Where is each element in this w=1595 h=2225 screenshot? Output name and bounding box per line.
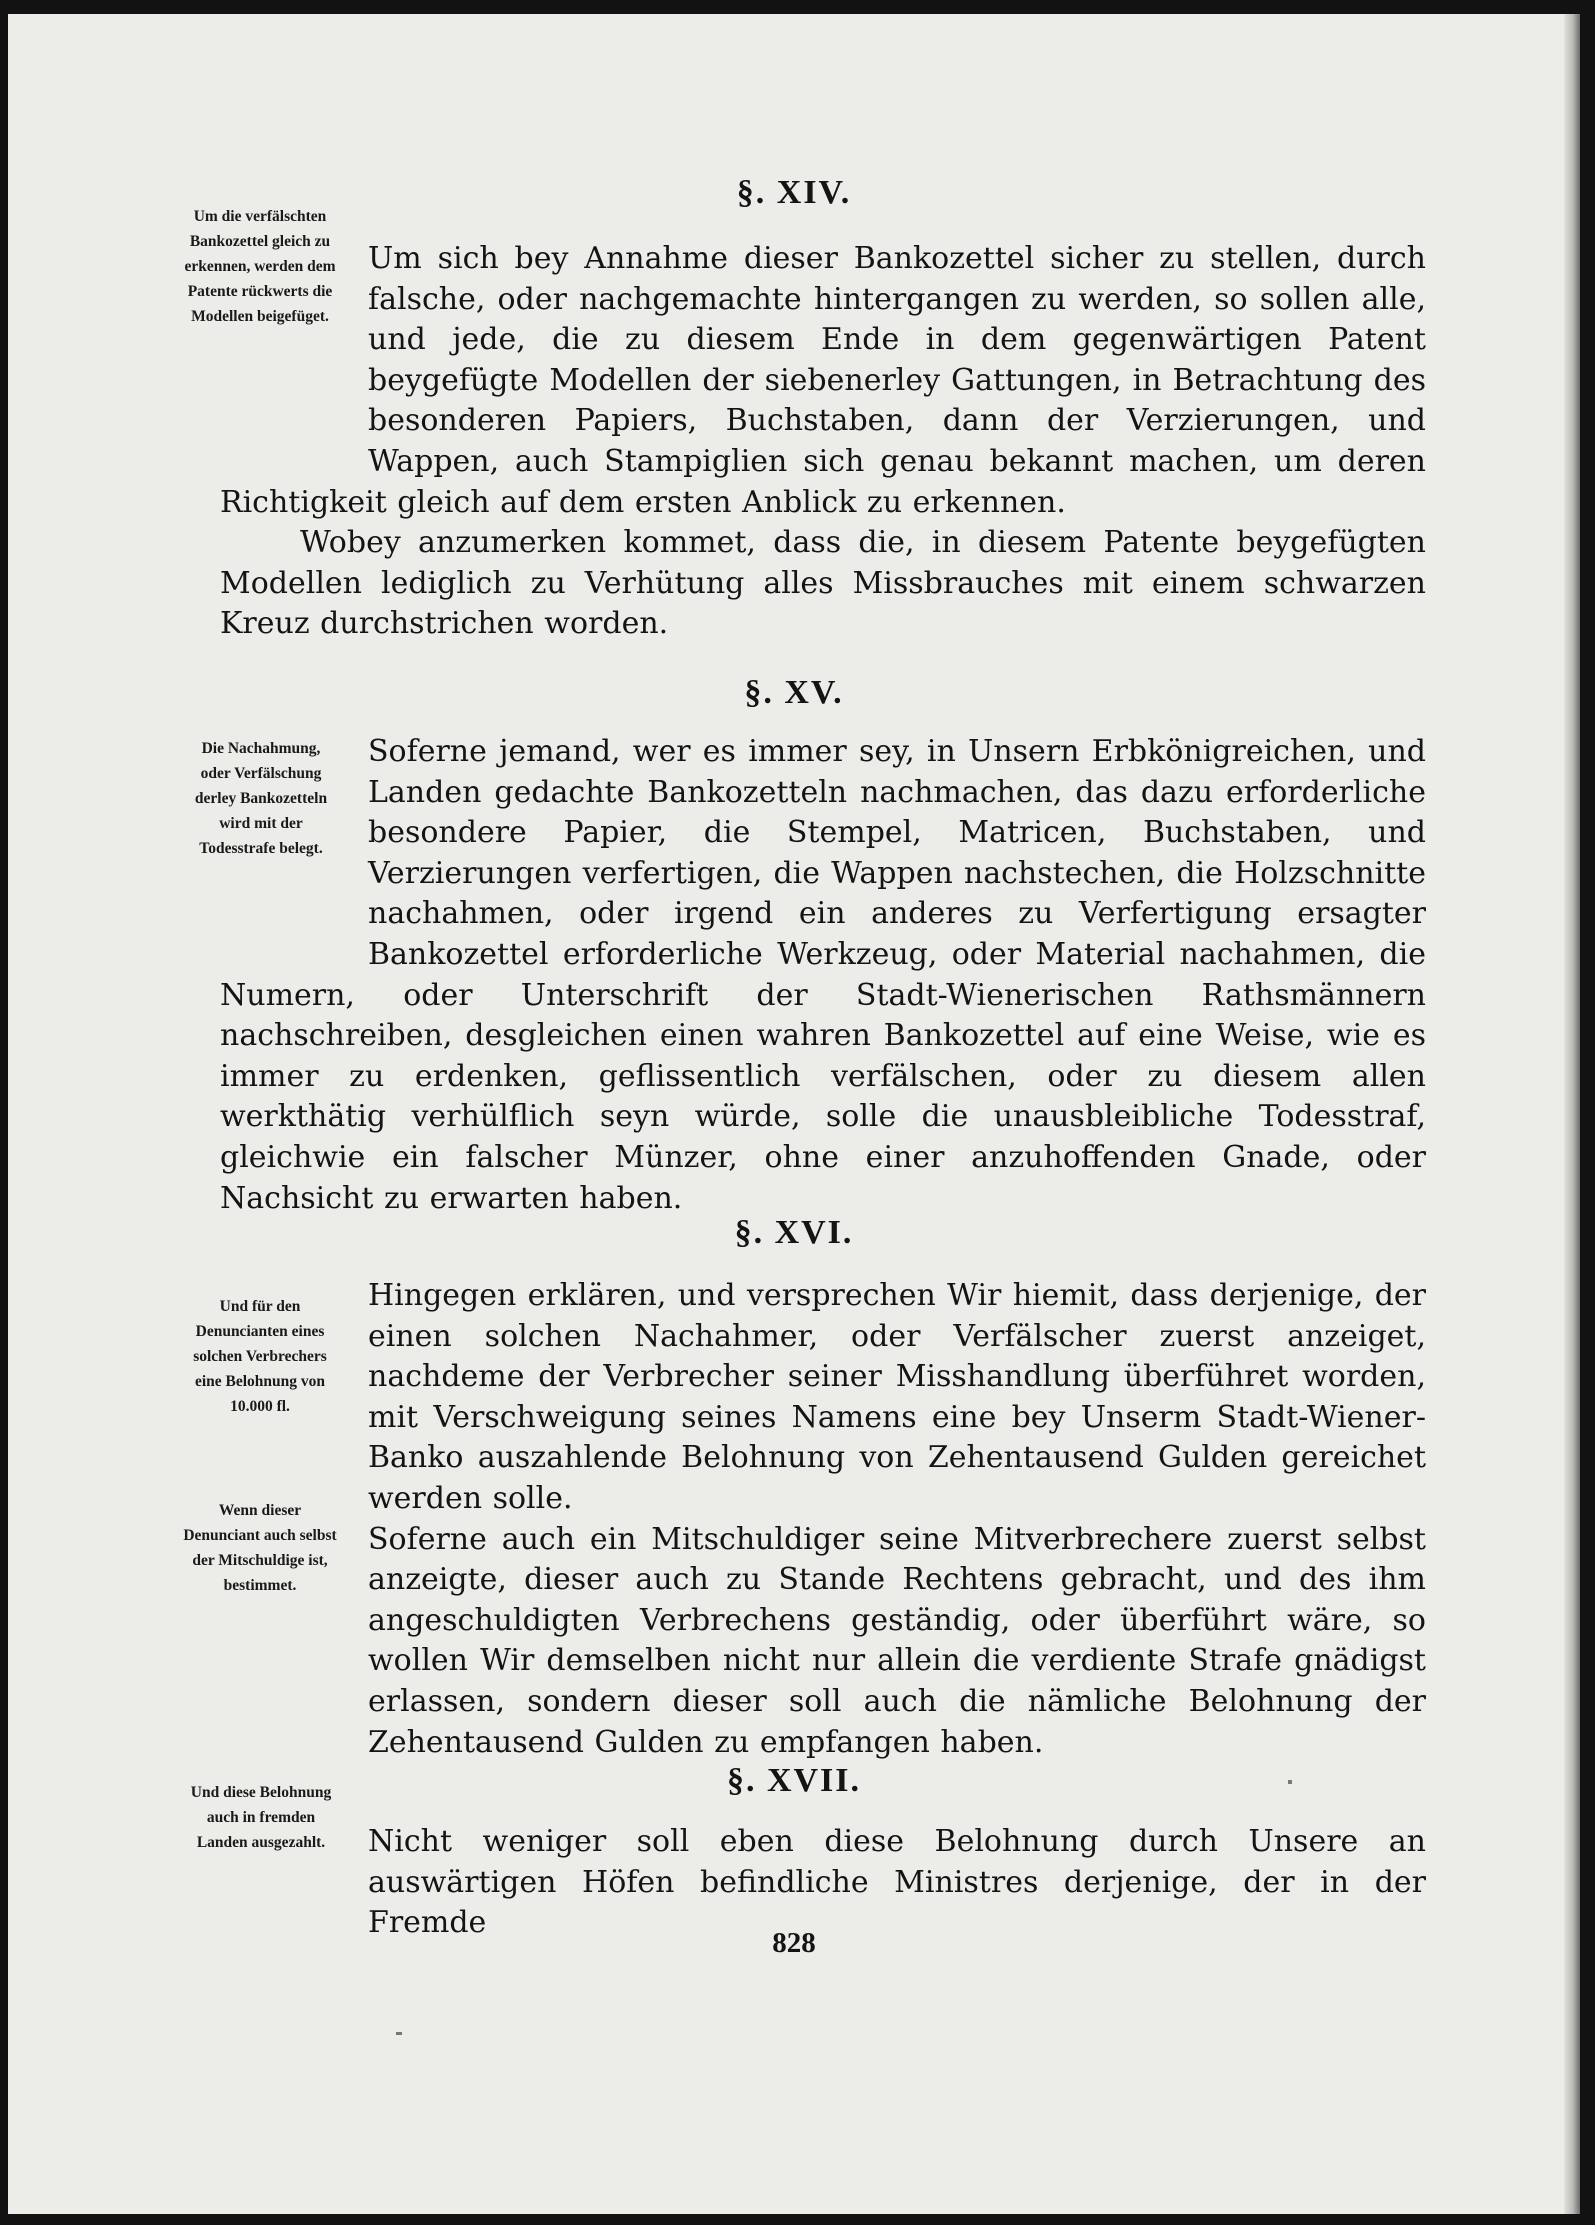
- page-spine-edge: [1564, 14, 1580, 2214]
- margin-note-xvi-2: Wenn dieser Denunciant auch selbst der Mitschuldige ist, bestimmet.: [183, 1502, 337, 1594]
- margin-note-space: [220, 1822, 368, 1904]
- margin-note-space: [220, 1520, 368, 1723]
- section-body-xvii: [220, 1822, 1426, 1944]
- margin-note-xvi-1: Und für den Denuncianten eines solchen Verbrechers eine Belohnung von 10.000 fl.: [193, 1298, 327, 1415]
- margin-note-xv: Die Nachahmung, oder Verfälschung derley Bankozetteln wird mit der Todesstrafe belegt.: [194, 740, 328, 857]
- margin-note-space: [220, 239, 368, 442]
- paragraph-text: Hingegen erklären, und versprechen Wir hiemit, dass derjenige, der einen solchen Nachahmer, oder Verfälscher zuerst anzeiget, nachdeme der Verbrecher seiner Misshandlung überführet worden, mit Verschweigung seines Namens eine bey Unserm Stadt-Wiener-Banko auszahlende Belohnung von Zehentausend Gulden gereichet werden solle.: [368, 1278, 1426, 1516]
- paragraph-text: Soferne auch ein Mitschuldiger seine Mitverbrechere zuerst selbst anzeigte, dieser auch zu Stande Rechtens gebracht, und des ihm angeschuldigten Verbrechens geständig, oder überführt wäre, so wollen Wir demselben nicht nur allein die verdiente Strafe gnädigst erlassen, sondern dieser soll auch die nämliche Belohnung der Zehentausend Gulden zu empfangen haben.: [368, 1521, 1426, 1760]
- paragraph-xv-1: [220, 732, 1426, 1219]
- paragraph-text: Nicht weniger soll eben diese Belohnung durch Unsere an auswärtigen Höfen befindliche Ministres derjenige, der in der Fremde: [368, 1824, 1426, 1941]
- section-heading-xvi: §. XVI.: [734, 1214, 854, 1251]
- section-heading-xiv: §. XIV.: [736, 174, 852, 211]
- page-number: 828: [772, 1927, 816, 1959]
- margin-note-xiv: Um die verfälschten Bankozettel gleich zu erkennen, werden dem Patente rückwerts die Modellen beigefüget.: [184, 208, 336, 325]
- margin-note-space: [220, 1276, 368, 1479]
- section-body-xvi: [220, 1276, 1426, 1763]
- margin-note-xvii: Und diese Belohnung auch in fremden Landen ausgezahlt.: [190, 1784, 332, 1851]
- paragraph-text: Um sich bey Annahme dieser Bankozettel sicher zu stellen, durch falsche, oder nachgemachte hintergangen zu werden, so sollen alle, und jede, die zu diesem Ende in dem gegenwärtigen Patent beygefügte Modellen der siebenerley Gattungen, in Betrachtung des besonderen Papiers, Buchstaben, dann der Verzierungen, und Wappen, auch Stampiglien sich genau bekannt machen, um deren Richtigkeit gleich auf dem ersten Anblick zu erkennen.: [220, 241, 1426, 520]
- book-page: [8, 14, 1580, 2214]
- section-heading-xv: §. XV.: [744, 674, 844, 711]
- paragraph-xvii-1: [220, 1822, 1426, 1944]
- scan-speck: [396, 2032, 402, 2035]
- scan-speck: [1288, 1780, 1292, 1784]
- margin-note-space: [220, 732, 368, 935]
- paragraph-text: Soferne jemand, wer es immer sey, in Unsern Erbkönigreichen, und Landen gedachte Bankozetteln nachmachen, das dazu erforderliche besondere Papier, die Stempel, Matricen, Buchstaben, und Verzierungen verfertigen, die Wappen nachstechen, die Holzschnitte nachahmen, oder irgend ein anderes zu Verfertigung ersagter Bankozettel erforderliche Werkzeug, oder Material nachahmen, die Numern, oder Unterschrift der Stadt-Wienerischen Rathsmännern nachschreiben, desgleichen einen wahren Bankozettel auf eine Weise, wie es immer zu erdenken, geflissentlich verfälschen, oder zu diesem allen werkthätig verhülflich seyn würde, solle die unausbleibliche Todesstraf, gleichwie ein falscher Münzer, ohne einer anzuhoffenden Gnade, oder Nachsicht zu erwarten haben.: [220, 734, 1426, 1216]
- paragraph-xvi-1: [220, 1276, 1426, 1520]
- paragraph-xvi-2: [220, 1520, 1426, 1764]
- paragraph-xiv-2: Wobey anzumerken kommet, dass die, in diesem Patente beygefügten Modellen lediglich zu Verhütung alles Missbrauches mit einem schwarzen Kreuz durchstrichen worden.: [220, 525, 1426, 642]
- section-body-xiv: [220, 239, 1426, 645]
- section-body-xv: [220, 732, 1426, 1219]
- paragraph-xiv-1: [220, 239, 1426, 523]
- section-heading-xvii: §. XVII.: [726, 1762, 862, 1799]
